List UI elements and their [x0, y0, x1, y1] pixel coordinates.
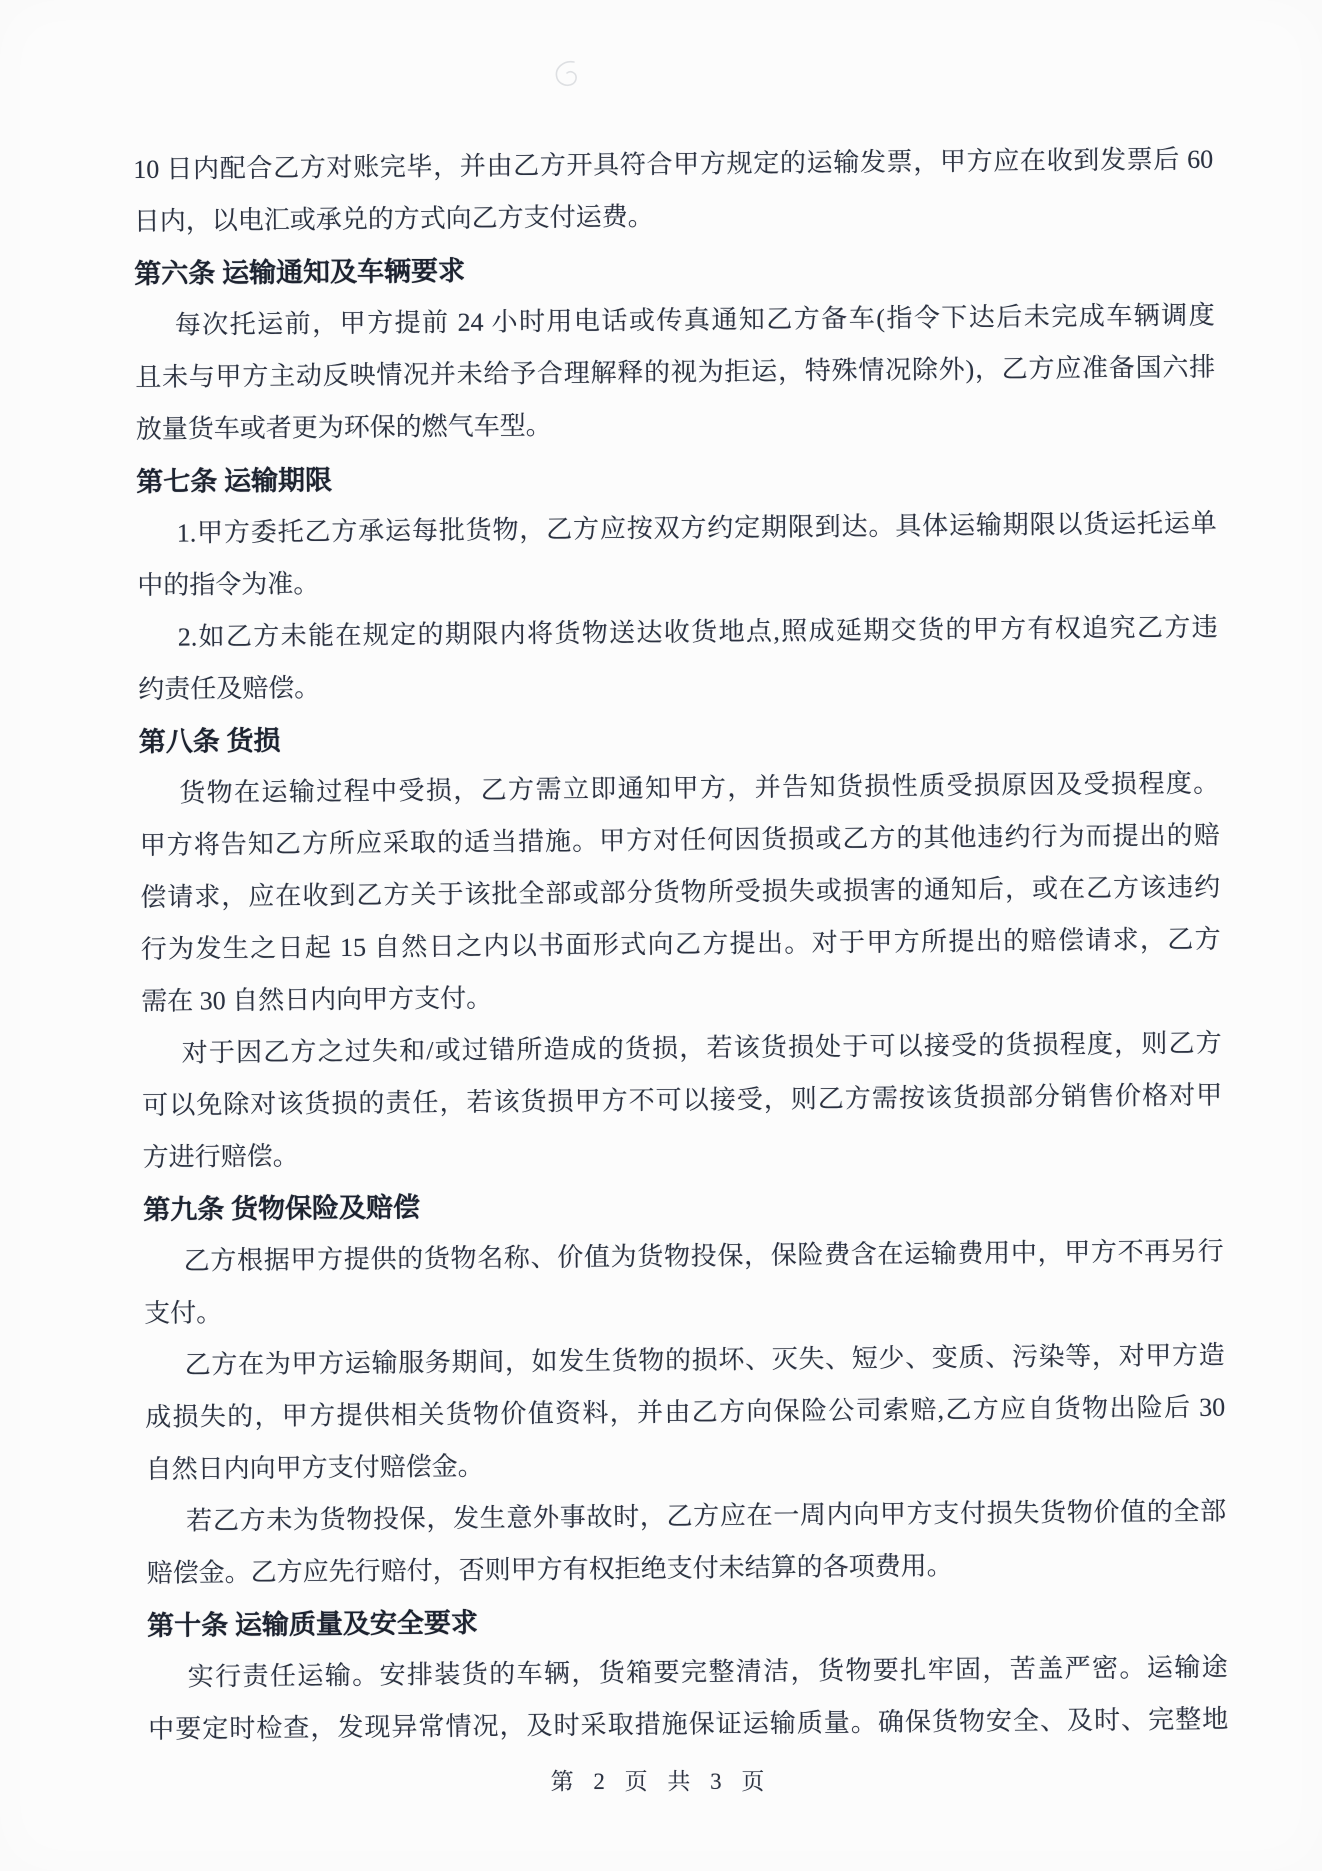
section-heading: 第七条 运输期限 [136, 465, 333, 497]
text-line: 对于因乙方之过失和/或过错所造成的货损，若该货损处于可以接受的货损程度，则乙方 [181, 1028, 1222, 1068]
text-line: 可以免除对该货损的责任，若该货损甲方不可以接受，则乙方需按该货损部分销售价格对甲 [142, 1080, 1223, 1120]
section-heading: 第六条 运输通知及车辆要求 [134, 255, 466, 289]
text-line: 若乙方未为货物投保，发生意外事故时，乙方应在一周内向甲方支付损失货物价值的全部 [186, 1496, 1227, 1536]
text-line: 行为发生之日起 15 自然日之内以书面形式向乙方提出。对于甲方所提出的赔偿请求，乙方 [140, 924, 1221, 964]
text-line: 成损失的，甲方提供相关货物价值资料，并由乙方向保险公司索赔,乙方应自货物出险后 30 [145, 1392, 1226, 1432]
section-heading: 第九条 货物保险及赔偿 [143, 1192, 421, 1225]
pencil-mark-artifact [550, 58, 584, 92]
section-heading: 第八条 货损 [138, 725, 281, 757]
page-number-footer: 第 2 页 共 3 页 [550, 1769, 772, 1794]
text-line: 需在 30 自然日内向甲方支付。 [141, 983, 493, 1016]
text-line: 赔偿金。乙方应先行赔付，否则甲方有权拒绝支付未结算的各项费用。 [146, 1551, 953, 1588]
text-line: 乙方根据甲方提供的货物名称、价值为货物投保，保险费含在运输费用中，甲方不再另行 [183, 1236, 1224, 1276]
text-line: 实行责任运输。安排装货的车辆，货箱要完整清洁，货物要扎牢固，苦盖严密。运输途 [187, 1652, 1228, 1692]
text-line: 中的指令为准。 [137, 569, 320, 600]
text-line: 中要定时检查，发现异常情况，及时采取措施保证运输质量。确保货物安全、及时、完整地 [148, 1704, 1229, 1744]
text-line: 乙方在为甲方运输服务期间，如发生货物的损坏、灭失、短少、变质、污染等，对甲方造 [184, 1340, 1225, 1380]
text-line: 且未与甲方主动反映情况并未给予合理解释的视为拒运，特殊情况除外)，乙方应准备国六排 [135, 352, 1216, 392]
text-line: 每次托运前，甲方提前 24 小时用电话或传真通知乙方备车(指令下达后未完成车辆调度 [174, 300, 1215, 340]
text-line: 放量货车或者更为环保的燃气车型。 [135, 410, 552, 444]
document-body [133, 134, 1228, 1756]
text-line: 10 日内配合乙方对账完毕，并由乙方开具符合甲方规定的运输发票，甲方应在收到发票后 60 [133, 144, 1214, 184]
section-heading: 第十条 运输质量及安全要求 [147, 1607, 479, 1641]
text-line: 甲方将告知乙方所应采取的适当措施。甲方对任何因货损或乙方的其他违约行为而提出的赔 [139, 820, 1220, 860]
text-line: 支付。 [144, 1298, 223, 1328]
text-line: 2.如乙方未能在规定的期限内将货物送达收货地点,照成延期交货的甲方有权追究乙方违 [177, 612, 1218, 652]
text-line: 自然日内向甲方支付赔偿金。 [145, 1451, 484, 1484]
text-line: 方进行赔偿。 [142, 1141, 299, 1172]
text-line: 日内，以电汇或承兑的方式向乙方支付运费。 [133, 202, 654, 236]
text-line: 1.甲方委托乙方承运每批货物，乙方应按双方约定期限到达。具体运输期限以货运托运单 [176, 508, 1217, 548]
text-line: 偿请求，应在收到乙方关于该批全部或部分货物所受损失或损害的通知后，或在乙方该违约 [140, 872, 1221, 912]
text-line: 货物在运输过程中受损，乙方需立即通知甲方，并告知货损性质受损原因及受损程度。 [179, 768, 1220, 808]
text-line: 约责任及赔偿。 [138, 673, 321, 704]
